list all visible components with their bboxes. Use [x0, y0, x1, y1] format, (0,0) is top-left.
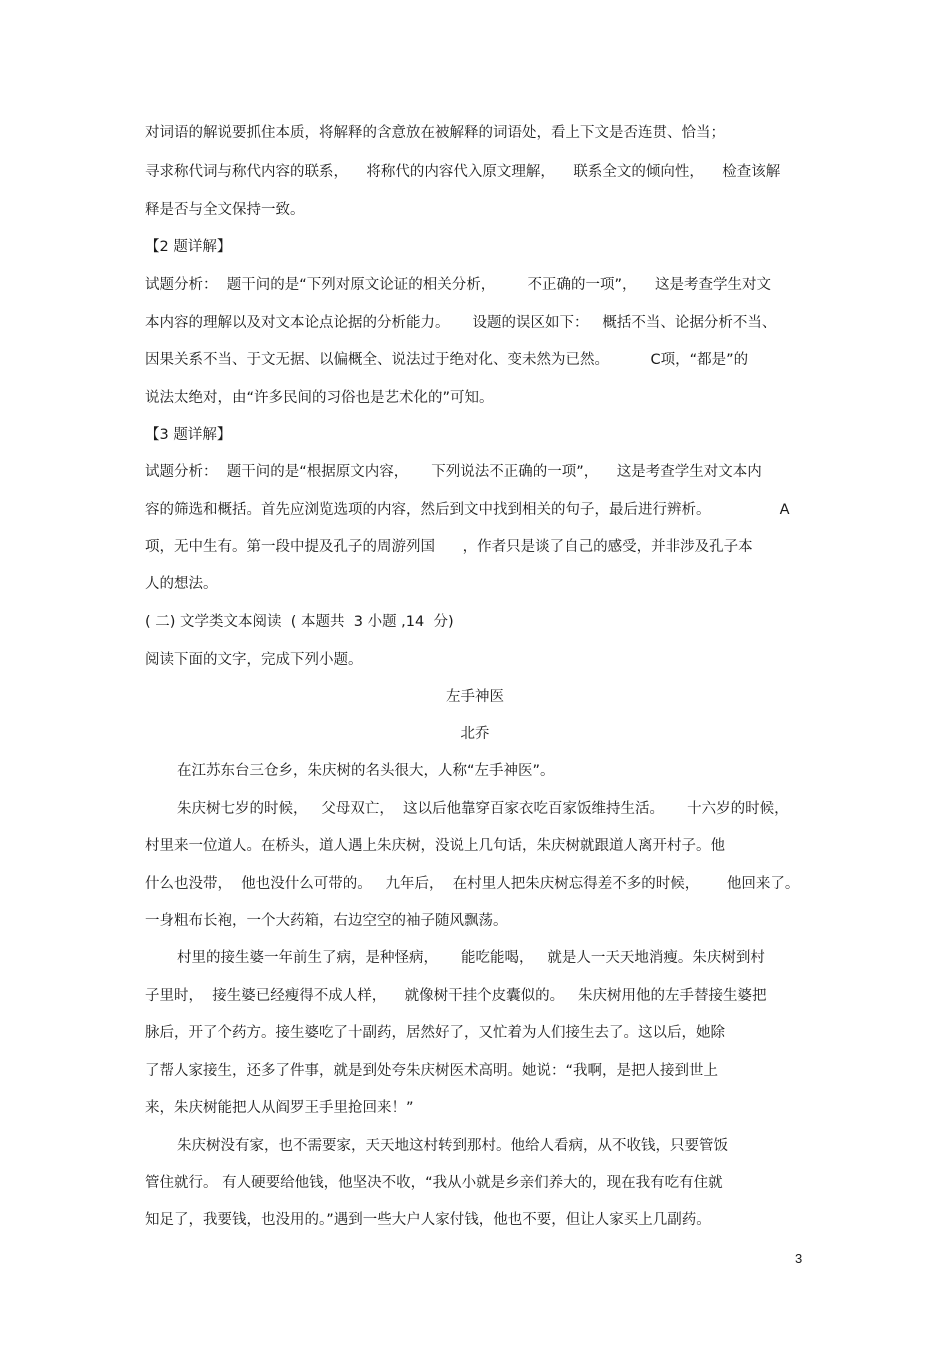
- text-line: 一身粗布长袍，一个大药箱，右边空空的袖子随风飘荡。: [145, 913, 508, 929]
- text-line: 试题分析： 题干问的是“根据原文内容， 下列说法不正确的一项”， 这是考查学生对文本内: [145, 464, 762, 480]
- text-line: 村里的接生婆一年前生了病，是种怪病， 能吃能喝， 就是人一天天地消瘦。朱庆树到村: [177, 950, 765, 966]
- text-line: 朱庆树没有家，也不需要家，天天地这村转到那村。他给人看病，从不收钱，只要管饭: [177, 1138, 728, 1154]
- text-line: 对词语的解说要抓住本质，将解释的含意放在被解释的词语处，看上下文是否连贯、恰当；: [145, 125, 725, 141]
- section-heading: ( 二) 文学类文本阅读 ( 本题共 3 小题 ,14 分): [145, 614, 454, 630]
- text-line: 本内容的理解以及对文本论点论据的分析能力。 设题的误区如下： 概括不当、论据分析不当、: [145, 315, 777, 331]
- text-line: 来，朱庆树能把人从阎罗王手里抢回来！”: [145, 1100, 414, 1116]
- text-line: 村里来一位道人。在桥头，道人遇上朱庆树，没说上几句话，朱庆树就跟道人离开村子。他: [145, 838, 725, 854]
- text-line: 什么也没带， 他也没什么可带的。 九年后， 在村里人把朱庆树忘得差不多的时候， 他回来了。: [145, 876, 800, 892]
- text-line: 寻求称代词与称代内容的联系， 将称代的内容代入原文理解， 联系全文的倾向性， 检查该解: [145, 164, 781, 180]
- text-line: 了帮人家接生，还多了件事，就是到处夸朱庆树医术高明。她说：“我啊，是把人接到世上: [145, 1063, 719, 1079]
- text-line: 试题分析： 题干问的是“下列对原文论证的相关分析， 不正确的一项”， 这是考查学生对文: [145, 277, 771, 293]
- text-line: 因果关系不当、于文无据、以偏概全、说法过于绝对化、变未然为已然。 C项，“都是”的: [145, 352, 749, 368]
- story-title: 左手神医: [446, 689, 504, 705]
- text-line: 说法太绝对，由“许多民间的习俗也是艺术化的”可知。: [145, 390, 494, 406]
- text-line: 项，无中生有。第一段中提及孔子的周游列国 ，作者只是谈了自己的感受，并非涉及孔子本: [145, 539, 753, 555]
- story-author: 北乔: [460, 726, 490, 742]
- text-line: 释是否与全文保持一致。: [145, 202, 305, 218]
- text-line: 人的想法。: [145, 576, 218, 592]
- text-line: 子里时， 接生婆已经瘦得不成人样， 就像树干挂个皮囊似的。 朱庆树用他的左手替接生婆把: [145, 988, 767, 1004]
- text-line: 管住就行。 有人硬要给他钱，他坚决不收，“我从小就是乡亲们养大的，现在我有吃有住就: [145, 1175, 723, 1191]
- instruction: 阅读下面的文字，完成下列小题。: [145, 652, 363, 668]
- page-number: 3: [795, 1251, 803, 1266]
- text-line: 容的筛选和概括。首先应浏览选项的内容，然后到文中找到相关的句子，最后进行辨析。 A: [145, 502, 790, 518]
- text-line: 知足了，我要钱，也没用的。”遇到一些大户人家付钱，他也不要，但让人家买上几副药。: [145, 1212, 711, 1228]
- text-line: 朱庆树七岁的时候， 父母双亡， 这以后他靠穿百家衣吃百家饭维持生活。 十六岁的时候，: [177, 801, 789, 817]
- text-line: 在江苏东台三仓乡，朱庆树的名头很大，人称“左手神医”。: [177, 763, 555, 779]
- section-heading: 【2 题详解】: [145, 239, 232, 255]
- text-line: 脉后，开了个药方。接生婆吃了十副药，居然好了，又忙着为人们接生去了。这以后，她除: [145, 1025, 725, 1041]
- section-heading: 【3 题详解】: [145, 427, 232, 443]
